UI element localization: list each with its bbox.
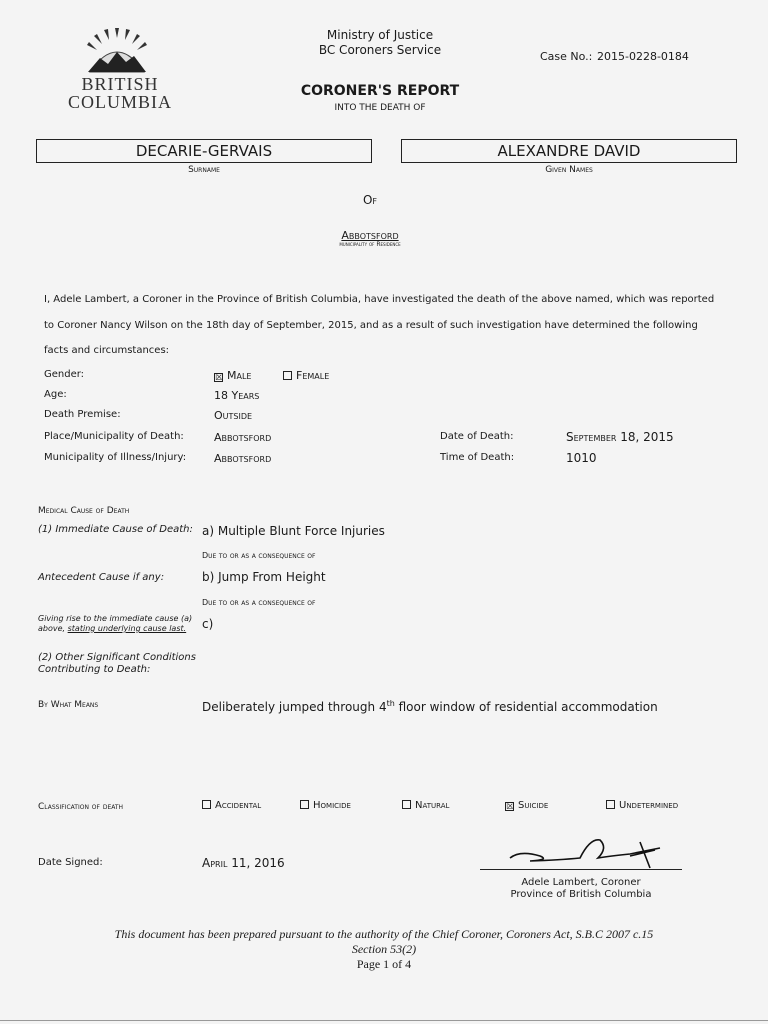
immediate-cause-label: (1) Immediate Cause of Death: [38, 524, 193, 535]
suicide-label: Suicide [518, 800, 549, 811]
logo-line2: COLUMBIA [67, 92, 172, 112]
male-checkbox: ☒ [215, 373, 224, 383]
means-label: By What Means [38, 700, 99, 710]
means-pre: Deliberately jumped through 4 [202, 700, 387, 714]
illness-value: Abbotsford [214, 452, 272, 465]
logo-line1: BRITISH [81, 74, 159, 94]
service: BC Coroners Service [318, 43, 442, 57]
ministry: Ministry of Justice [326, 28, 434, 42]
due-to-2: Due to or as a consequence of [202, 598, 316, 607]
date-signed-label: Date Signed: [38, 857, 103, 868]
natural-checkbox [402, 800, 411, 809]
class-accidental [202, 800, 261, 811]
intro-line1: I, Adele Lambert, a Coroner in the Province of British Columbia, have investigated the death of the above named, which was reported [44, 294, 715, 305]
time-of-death-label: Time of Death: [440, 452, 515, 463]
signer-province: Province of British Columbia [510, 889, 652, 900]
giving-rise-line2 [38, 624, 186, 633]
homicide-checkbox [300, 800, 309, 809]
premise-value: Outside [214, 409, 253, 422]
other-conditions-line2: Contributing to Death: [38, 664, 151, 675]
municipality-label: municipality of Residence [339, 241, 401, 248]
surname-label: Surname [188, 165, 220, 175]
age-value: 18 Years [214, 389, 260, 402]
given-names-box: ALEXANDRE DAVID [401, 139, 737, 163]
page-number: Page 1 of 4 [356, 957, 412, 971]
report-title: CORONER'S REPORT [300, 83, 460, 99]
means-value [202, 699, 658, 714]
suicide-checkbox: ☒ [506, 802, 515, 812]
of-label: Of [362, 193, 378, 207]
means-sup: th [386, 699, 395, 708]
report-subtitle: INTO THE DEATH OF [334, 103, 426, 113]
illness-label: Municipality of Illness/Injury: [44, 452, 187, 463]
class-natural [402, 800, 449, 811]
signature-line [480, 869, 682, 870]
classification-label: Classification of death [38, 802, 124, 812]
given-names-label: Given Names [545, 165, 593, 175]
accidental-checkbox [202, 800, 211, 809]
class-undetermined [606, 800, 678, 811]
homicide-label: Homicide [313, 800, 351, 811]
signer-name: Adele Lambert, Coroner [521, 877, 641, 888]
footer-section: Section 53(2) [351, 942, 417, 956]
bc-logo [60, 28, 180, 118]
gender-label: Gender: [44, 369, 85, 380]
cause-b: b) Jump From Height [202, 570, 326, 584]
due-to-1: Due to or as a consequence of [202, 551, 316, 560]
date-of-death-value: September 18, 2015 [566, 430, 674, 444]
class-homicide [300, 800, 351, 811]
female-label: Female [296, 369, 330, 382]
giving-rise-above: above, [38, 624, 68, 633]
giving-rise-underlying: stating underlying cause last. [67, 624, 187, 633]
date-signed-value: April 11, 2016 [202, 856, 285, 870]
date-of-death-label: Date of Death: [440, 431, 514, 442]
cause-a: a) Multiple Blunt Force Injuries [202, 524, 385, 538]
signature-scribble [490, 828, 690, 878]
place-value: Abbotsford [214, 431, 272, 444]
sun-mountain-icon [82, 28, 152, 76]
class-suicide [505, 800, 548, 811]
giving-rise-line1: Giving rise to the immediate cause (a) [38, 614, 193, 623]
undetermined-label: Undetermined [619, 800, 679, 811]
male-label: Male [227, 369, 252, 382]
case-label: Case No.: [540, 50, 593, 63]
bottom-edge-line [0, 1020, 768, 1021]
natural-label: Natural [415, 800, 450, 811]
surname-box: DECARIE-GERVAIS [36, 139, 372, 163]
means-post: floor window of residential accommodation [394, 700, 658, 714]
undetermined-checkbox [606, 800, 615, 809]
premise-label: Death Premise: [44, 409, 121, 420]
accidental-label: Accidental [215, 800, 262, 811]
antecedent-label: Antecedent Cause if any: [38, 572, 165, 583]
medical-cause-heading: Medical Cause of Death [38, 506, 130, 516]
footer-authority: This document has been prepared pursuant to the authority of the Chief Coroner, Coroners Act, S.B.C 2007 c.15 [114, 927, 654, 941]
municipality-of-residence: Abbotsford [341, 229, 399, 242]
gender-male [214, 369, 251, 382]
place-label: Place/Municipality of Death: [44, 431, 184, 442]
other-conditions-line1: (2) Other Significant Conditions [38, 652, 196, 663]
gender-female [283, 369, 329, 382]
case-number: 2015-0228-0184 [597, 50, 689, 63]
age-label: Age: [44, 389, 67, 400]
intro-line2: to Coroner Nancy Wilson on the 18th day of September, 2015, and as a result of such investigation have determined the following [44, 320, 698, 331]
time-of-death-value: 1010 [566, 451, 597, 465]
cause-c: c) [202, 617, 214, 631]
female-checkbox [283, 371, 292, 380]
intro-line3: facts and circumstances: [44, 345, 170, 356]
